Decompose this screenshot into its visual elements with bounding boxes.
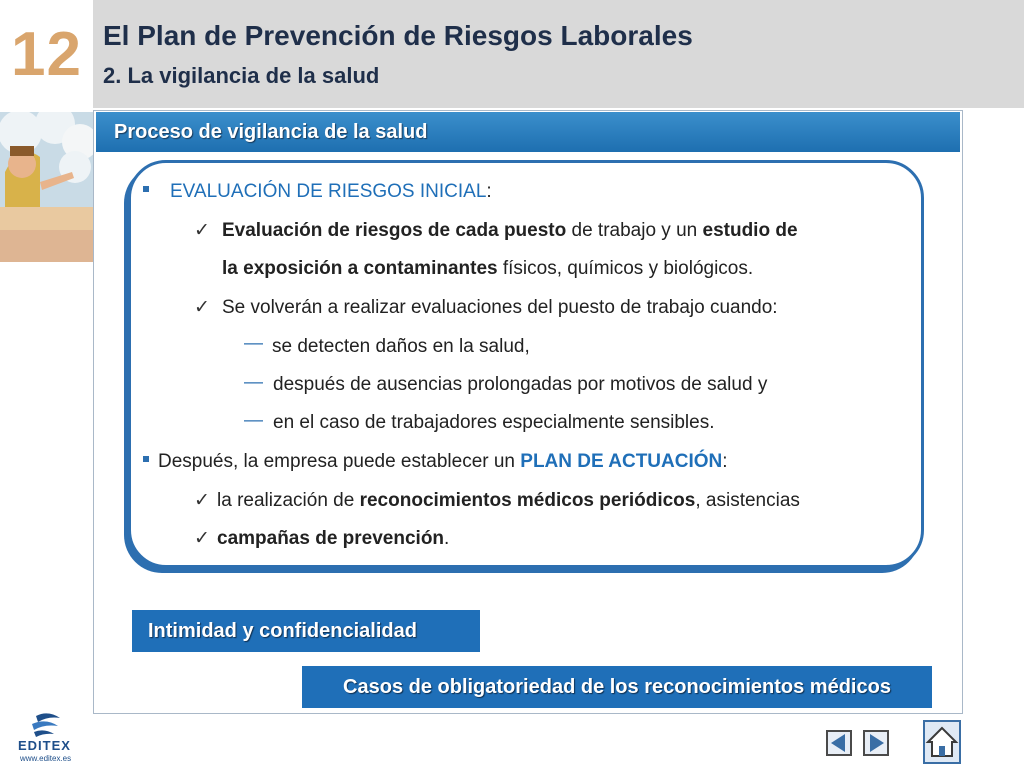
square-bullet-icon (143, 456, 149, 462)
list-item-continuation (222, 258, 753, 280)
list-item-bold: estudio de (702, 220, 798, 241)
list-item-bold: campañas de prevención (217, 528, 445, 549)
home-button[interactable] (923, 720, 961, 764)
list-item (217, 528, 449, 550)
dash-bullet-icon: — (244, 372, 263, 393)
item-heading-text: EVALUACIÓN DE RIESGOS INICIAL (170, 181, 487, 202)
arrow-left-icon (828, 732, 850, 754)
checkmark-icon: ✓ (194, 528, 210, 549)
arrow-right-icon (865, 732, 887, 754)
dash-bullet-icon: — (244, 410, 263, 431)
dash-bullet-icon: — (244, 333, 263, 354)
checkmark-icon: ✓ (194, 220, 210, 241)
checkmark-icon: ✓ (194, 297, 210, 318)
list-item-text: físicos, químicos y biológicos. (497, 258, 754, 279)
list-item-text: de trabajo y un (566, 220, 703, 241)
checkmark-icon: ✓ (194, 490, 210, 511)
list-item-text: , asistencias (695, 490, 800, 511)
logo-text: EDITEX (18, 738, 71, 753)
list-item-bold: Evaluación de riesgos de cada puesto (222, 220, 567, 241)
mandatory-cases-link-button[interactable]: Casos de obligatoriedad de los reconocimientos médicos (302, 666, 932, 708)
page-title: El Plan de Prevención de Riesgos Laborales (103, 20, 693, 51)
privacy-link-button[interactable]: Intimidad y confidencialidad (132, 610, 480, 652)
list-item: se detecten daños en la salud, (272, 336, 530, 357)
title-area (93, 0, 1024, 108)
illustration-image (0, 112, 93, 262)
logo-url: www.editex.es (20, 754, 72, 763)
list-item-text: la realización de (217, 490, 360, 511)
item-heading (158, 451, 728, 473)
previous-slide-button[interactable] (826, 730, 852, 756)
list-item (222, 220, 798, 242)
list-item-bold: la exposición a contaminantes (222, 258, 498, 279)
home-icon (925, 722, 959, 762)
page-subtitle: 2. La vigilancia de la salud (103, 63, 380, 88)
list-item-text: . (444, 528, 450, 549)
item-heading-highlight: PLAN DE ACTUACIÓN (520, 451, 723, 472)
list-item: después de ausencias prolongadas por motivos de salud y (273, 374, 768, 395)
list-item-bold: reconocimientos médicos periódicos (359, 490, 696, 511)
item-heading-colon: : (486, 181, 492, 202)
item-heading-text: Después, la empresa puede establecer un (158, 451, 521, 472)
list-item: en el caso de trabajadores especialmente sensibles. (273, 412, 715, 433)
next-slide-button[interactable] (863, 730, 889, 756)
list-item (217, 490, 800, 512)
item-heading-colon: : (722, 451, 728, 472)
square-bullet-icon (143, 186, 149, 192)
section-header: Proceso de vigilancia de la salud (96, 112, 960, 152)
chapter-number: 12 (11, 19, 82, 89)
list-item: Se volverán a realizar evaluaciones del puesto de trabajo cuando: (222, 297, 778, 318)
item-heading (170, 181, 492, 203)
